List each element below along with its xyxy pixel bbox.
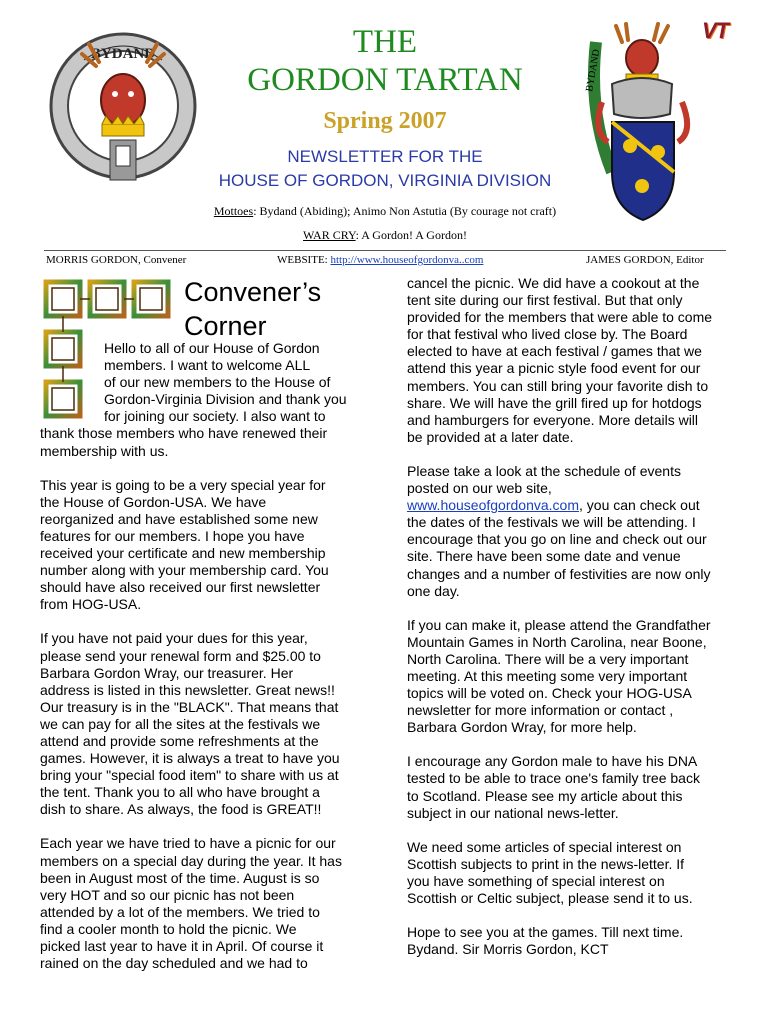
website-link[interactable]: http://www.houseofgordonva..com xyxy=(330,254,484,266)
text-line: attend and provide some refreshments at the xyxy=(40,732,319,749)
article-title-line1: Convener’s xyxy=(184,277,322,307)
text-line: Scottish subjects to print in the news-letter. If xyxy=(407,855,685,872)
text-line: you have something of special interest on xyxy=(407,872,665,889)
vt-logo: VT xyxy=(702,18,729,43)
text-fragment: , you can check out xyxy=(579,497,700,514)
text-line: Gordon-Virginia Division and thank you xyxy=(104,391,347,408)
text-line: thank those members who have renewed their xyxy=(40,425,328,442)
text-line: be provided at a later date. xyxy=(407,428,574,445)
text-line: posted on our web site, xyxy=(407,480,552,497)
text-line: We need some articles of special interest on xyxy=(407,838,682,855)
text-line: the tent. Thank you to all who have brought a xyxy=(40,784,320,801)
paragraph-picnic xyxy=(40,835,376,972)
text-line: attend this year a picnic style food event for our xyxy=(407,360,701,377)
text-line: changes and a number of festivities are now only xyxy=(407,565,711,582)
text-line: North Carolina. There will be a very important xyxy=(407,650,689,667)
issue-season: Spring 2007 xyxy=(323,108,447,134)
text-line: I encourage any Gordon male to have his DNA xyxy=(407,753,698,770)
schedule-website-link[interactable]: www.houseofgordonva.com xyxy=(407,497,579,514)
paragraph-articles-request xyxy=(407,839,733,907)
text-line: features for our members. I hope you have xyxy=(40,527,305,544)
war-cry-label: WAR CRY xyxy=(303,228,356,242)
text-line: If you have not paid your dues for this year, xyxy=(40,630,308,647)
text-line: Hope to see you at the games. Till next time. xyxy=(407,924,684,941)
text-line: one day. xyxy=(407,582,460,599)
text-line: meeting. At this meeting some very important xyxy=(407,667,688,684)
text-line: of our new members to the House of xyxy=(104,374,331,391)
text-line: Our treasury is in the "BLACK". That means that xyxy=(40,698,339,715)
text-line: Please take a look at the schedule of events xyxy=(407,462,681,479)
text-line: Barbara Gordon Wray, for more help. xyxy=(407,719,637,736)
newsletter-title-line2: GORDON TARTAN xyxy=(247,62,523,98)
crest-right-motto: BYDAND xyxy=(584,48,603,93)
paragraph-picnic-cont xyxy=(407,275,733,446)
paragraph-dues xyxy=(40,630,376,818)
text-line: reorganized and have established some new xyxy=(40,510,318,527)
paragraph-special-year xyxy=(40,477,376,614)
masthead-editor: JAMES GORDON, Editor xyxy=(586,254,704,266)
text-line: received your certificate and new membership xyxy=(40,545,326,562)
text-line: provided for the members that were able to come xyxy=(407,309,713,326)
text-line: Bydand. Sir Morris Gordon, KCT xyxy=(407,941,609,958)
masthead-convener: MORRIS GORDON, Convener xyxy=(46,254,187,266)
text-line: been in August most of the time. August is so xyxy=(40,869,320,886)
newsletter-title-line1: THE xyxy=(352,24,418,60)
left-column xyxy=(40,340,376,972)
text-line: members on a special day during the year. It has xyxy=(40,852,342,869)
paragraph-grandfather-games xyxy=(407,617,733,737)
text-line: address is listed in this newsletter. Great news!! xyxy=(40,681,335,698)
website-label: WEBSITE: xyxy=(277,254,331,266)
text-line: attended by a lot of the members. We tried to xyxy=(40,903,320,920)
war-cry-line xyxy=(0,228,770,243)
text-line: This year is going to be a very special year for xyxy=(40,476,326,493)
text-line: picked last year to have it in April. Of course it xyxy=(40,938,324,954)
text-line: we can pay for all the sites at the festivals we xyxy=(40,715,321,732)
text-line: Mountain Games in North Carolina, near Boone, xyxy=(407,633,707,650)
subtitle-line2: HOUSE OF GORDON, VIRGINIA DIVISION xyxy=(218,171,552,190)
text-line: newsletter for more information or contact , xyxy=(407,702,674,719)
text-line xyxy=(407,497,733,514)
text-line: please send your renewal form and $25.00 to xyxy=(40,647,321,664)
mottoes-line xyxy=(0,204,770,219)
text-line: membership with us. xyxy=(40,442,169,459)
text-line: the House of Gordon-USA. We have xyxy=(40,493,267,510)
war-cry-text: : A Gordon! A Gordon! xyxy=(355,228,467,242)
paragraph-dna xyxy=(407,753,733,821)
article-title-line2: Corner xyxy=(184,311,267,341)
text-line: to Scotland. Please see my article about this xyxy=(407,787,683,804)
text-line: tent site during our first festival. But that only xyxy=(407,292,683,309)
text-line: share. We will have the grill fired up for hotdogs xyxy=(407,394,702,411)
text-line: very HOT and so our picnic has not been xyxy=(40,886,295,903)
text-line: number along with your membership card. You xyxy=(40,562,329,579)
text-line: elected to have at each festival / games that we xyxy=(407,343,702,360)
text-line: encourage that you go on line and check out our xyxy=(407,531,707,548)
text-line: find a cooler month to hold the picnic. We xyxy=(40,920,297,937)
text-line: dish to share. As always, the food is GREAT!! xyxy=(40,801,322,818)
subtitle-line1: NEWSLETTER FOR THE xyxy=(287,147,483,166)
mottoes-label: Mottoes xyxy=(213,204,254,218)
text-line: Each year we have tried to have a picnic for our xyxy=(40,835,336,852)
text-line: Barbara Gordon Wray, our treasurer. Her xyxy=(40,664,294,681)
text-line: tested to be able to trace one's family tree back xyxy=(407,770,700,787)
text-line: If you can make it, please attend the Grandfather xyxy=(407,616,711,633)
mottoes-text: : Bydand (Abiding); Animo Non Astutia (By courage not craft) xyxy=(253,204,557,218)
text-line: site. There have been some date and venue xyxy=(407,548,681,565)
paragraph-signoff xyxy=(407,924,733,958)
text-line: bring your "special food item" to share with us at xyxy=(40,767,339,784)
text-line: subject in our national news-letter. xyxy=(407,804,619,821)
masthead-rule xyxy=(44,250,726,251)
text-line: Scottish or Celtic subject, please send it to us. xyxy=(407,890,693,906)
text-line: cancel the picnic. We did have a cookout at the xyxy=(407,275,700,291)
paragraph-schedule xyxy=(407,463,733,600)
text-line: games. However, it is always a treat to have you xyxy=(40,750,340,767)
paragraph-welcome-cont xyxy=(40,425,376,459)
text-line: rained on the day scheduled and we had to xyxy=(40,955,308,972)
paragraph-welcome xyxy=(46,340,376,425)
text-line: topics will be voted on. Check your HOG-USA xyxy=(407,685,692,702)
text-line: for joining our society. I also want to xyxy=(104,408,326,425)
text-line: Hello to all of our House of Gordon xyxy=(104,340,320,356)
article-title xyxy=(184,275,321,343)
crest-left-motto: BYDAND xyxy=(90,46,156,62)
text-line: the dates of the festivals we will be attending. I xyxy=(407,514,696,531)
masthead-website xyxy=(277,254,483,266)
text-line: and hamburgers for everyone. More details will xyxy=(407,411,699,428)
right-column xyxy=(407,275,733,958)
text-line: for that festival who lived close by. The Board xyxy=(407,326,688,343)
text-line: members. You can still bring your favorite dish to xyxy=(407,377,709,394)
text-line: members. I want to welcome ALL xyxy=(104,357,311,374)
text-line: should have also received our first newsletter xyxy=(40,579,321,596)
text-line: from HOG-USA. xyxy=(40,596,142,613)
